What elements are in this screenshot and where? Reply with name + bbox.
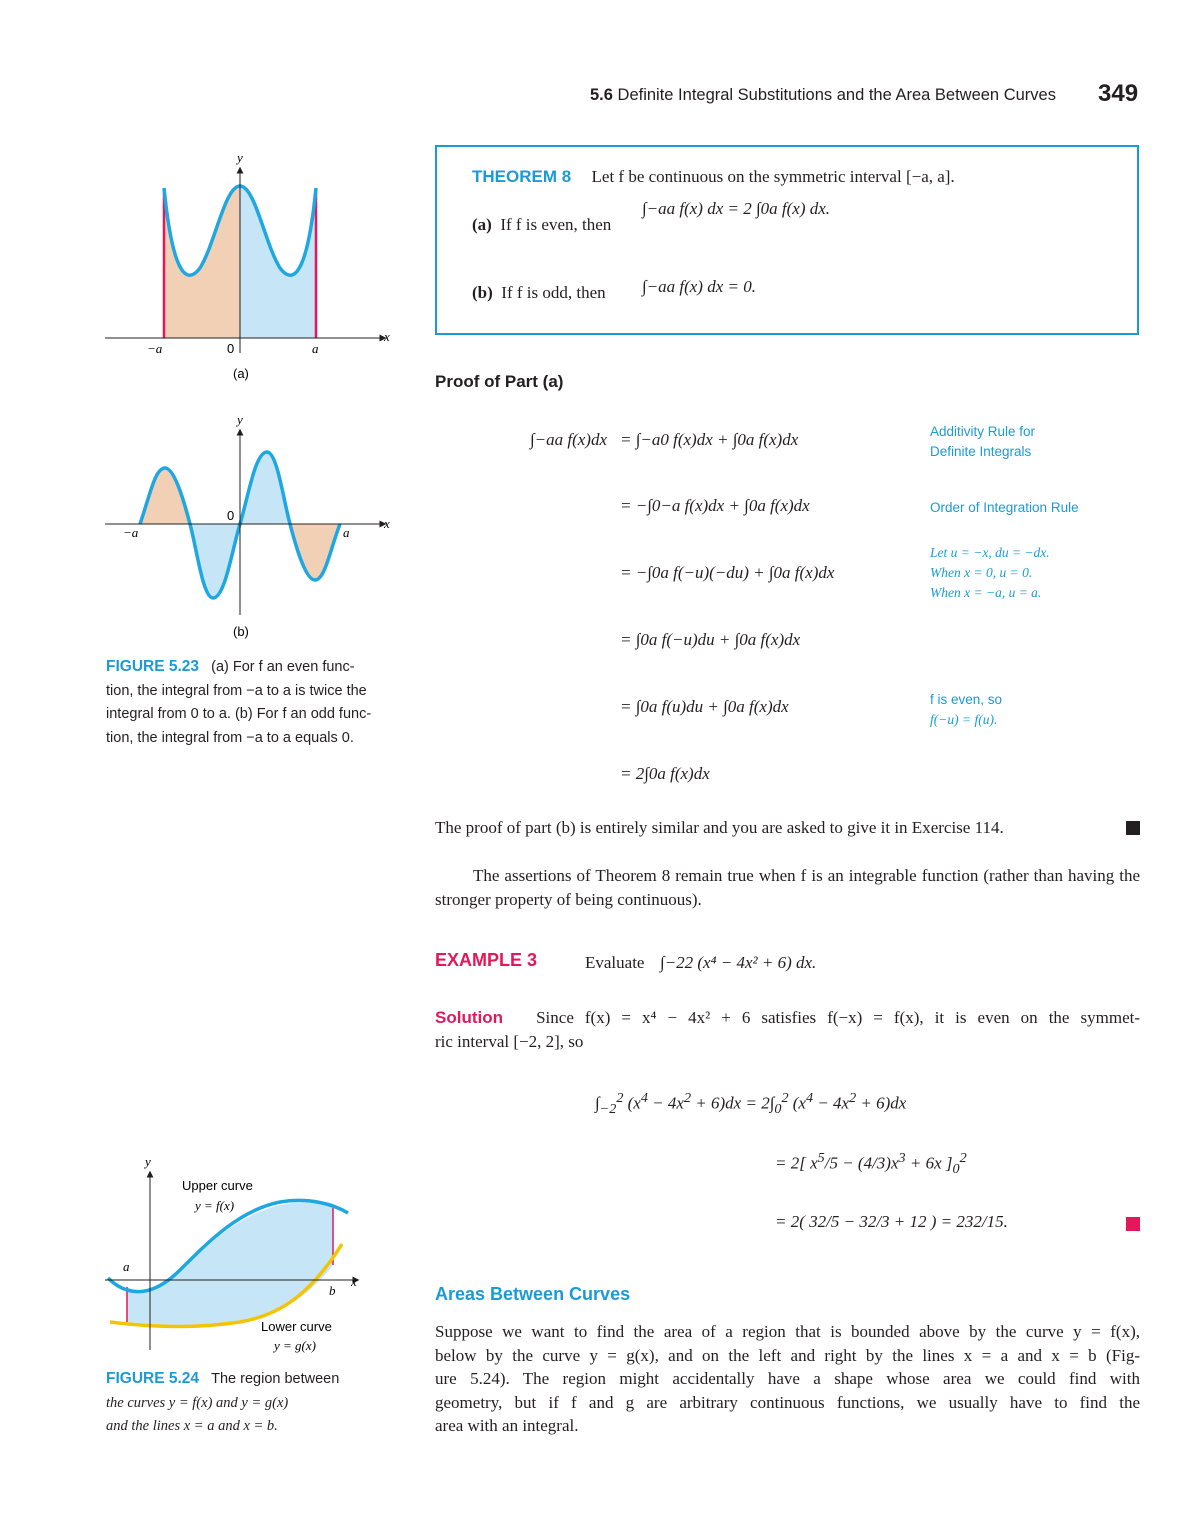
tick-neg-a: −a xyxy=(123,525,139,540)
caption-line: tion, the integral from −a to a is twice the xyxy=(106,682,367,699)
y-axis-label: y xyxy=(145,1154,151,1169)
lower-formula: y = g(x) xyxy=(274,1338,316,1353)
caption-line: integral from 0 to a. (b) For f an odd func- xyxy=(106,706,372,722)
tick-zero: 0 xyxy=(227,341,235,356)
note-order: Order of Integration Rule xyxy=(930,500,1079,515)
part-label: (a) xyxy=(472,215,492,234)
tick-a: a xyxy=(343,525,350,540)
b-label: b xyxy=(329,1283,336,1298)
theorem-statement: Let f be continuous on the symmetric interval [−a, a]. xyxy=(591,167,955,186)
proof-step-3: = −∫0a f(−u)(−du) + ∫0a f(x)dx xyxy=(620,563,835,582)
proof-conclusion: The proof of part (b) is entirely similar and you are asked to give it in Exercise 114. xyxy=(435,818,1004,837)
panel-label: (a) xyxy=(233,366,249,381)
y-axis-label: y xyxy=(237,150,243,165)
example-prompt: Evaluate xyxy=(585,953,645,972)
caption-line: tion, the integral from −a to a equals 0. xyxy=(106,729,354,746)
theorem-part-a xyxy=(472,215,611,235)
proof-step-1: = ∫−a0 f(x)dx + ∫0a f(x)dx xyxy=(620,430,799,449)
solution-line: Since f(x) = x⁴ − 4x² + 6 satisfies f(−x) = f(x), it is even on the symmet- xyxy=(536,1008,1140,1027)
part-text: If f is even, then xyxy=(500,215,612,234)
y-axis-label: y xyxy=(237,412,243,427)
paragraph-line: Suppose we want to find the area of a region that is bounded above by the curve y = f(x), xyxy=(435,1322,1140,1341)
lower-label: Lower curve xyxy=(261,1319,332,1334)
theorem-formula-a: ∫−aa f(x) dx = 2 ∫0a f(x) dx. xyxy=(642,199,831,218)
figure-5-23b xyxy=(100,410,400,650)
paragraph-line: area with an integral. xyxy=(435,1416,579,1435)
x-axis-label: x xyxy=(384,516,390,531)
theorem-part-b xyxy=(472,283,606,303)
qed-box-icon xyxy=(1126,821,1140,835)
panel-label: (b) xyxy=(233,624,249,639)
part-text: If f is odd, then xyxy=(501,283,606,302)
note-additivity: Additivity Rule for Definite Integrals xyxy=(930,424,1036,459)
paragraph-line: geometry, but if f and g are arbitrary continuous functions, we usually have to find the xyxy=(435,1392,1140,1412)
section-heading: Areas Between Curves xyxy=(435,1284,631,1304)
example-label: EXAMPLE 3 xyxy=(435,950,538,970)
paragraph-line: below by the curve y = g(x), and on the left and right by the lines x = a and x = b (Fig- xyxy=(435,1345,1140,1365)
caption-line: and the lines x = a and x = b. xyxy=(106,1418,278,1434)
theorem-formula-b: ∫−aa f(x) dx = 0. xyxy=(642,277,756,296)
figure-5-23-caption xyxy=(106,655,406,750)
upper-label: Upper curve xyxy=(182,1178,253,1193)
tick-a: a xyxy=(312,341,319,356)
upper-formula: y = f(x) xyxy=(195,1198,235,1213)
note-even: f is even, so f(−u) = f(u). xyxy=(930,692,1003,727)
areas-paragraph xyxy=(435,1320,1140,1438)
part-label: (b) xyxy=(472,283,493,302)
page-number: 349 xyxy=(1098,80,1139,107)
proof-step-1-lhs: ∫−aa f(x)dx xyxy=(530,430,608,449)
proof-step-5: = ∫0a f(u)du + ∫0a f(x)dx xyxy=(620,697,789,716)
example-step-3: = 2( 32/5 − 32/3 + 12 ) = 232/15. xyxy=(775,1212,1008,1231)
caption-line: The region between xyxy=(211,1371,340,1387)
x-axis-label: x xyxy=(384,329,390,344)
proof-step-2: = −∫0−a f(x)dx + ∫0a f(x)dx xyxy=(620,496,810,515)
note-substitution: Let u = −x, du = −dx. When x = 0, u = 0. When x = −a, u = a. xyxy=(930,545,1050,600)
x-axis-label: x xyxy=(351,1274,357,1289)
solution-label: Solution xyxy=(435,1008,503,1027)
theorem-header xyxy=(472,167,955,187)
tick-neg-a: −a xyxy=(147,341,163,356)
proof-step-6: = 2∫0a f(x)dx xyxy=(620,764,710,783)
caption-line: (a) For f an even func- xyxy=(211,659,355,675)
example-solution xyxy=(435,1006,1140,1053)
example-formula: ∫−22 (x⁴ − 4x² + 6) dx. xyxy=(660,953,817,972)
section-title: Definite Integral Substitutions and the Area Between Curves xyxy=(617,86,1056,104)
proof-heading: Proof of Part (a) xyxy=(435,372,564,391)
figure-5-24 xyxy=(100,1150,380,1360)
figure-5-24-caption xyxy=(106,1367,406,1439)
theorem-label: THEOREM 8 xyxy=(472,167,572,186)
proof-step-4: = ∫0a f(−u)du + ∫0a f(x)dx xyxy=(620,630,801,649)
figure-label: FIGURE 5.24 xyxy=(106,1370,200,1387)
end-example-icon xyxy=(1126,1217,1140,1231)
a-label: a xyxy=(123,1259,130,1274)
example-step-2: = 2[ $x^5/5 - (4/3)x^3 + 6x$ ]$_0^2$ xyxy=(775,1150,967,1178)
caption-line: the curves y = f(x) and y = g(x) xyxy=(106,1394,289,1411)
example-step-1: $\int_{-2}^2$ $(x^4 - 4x^2 + 6)dx = 2\int_0^2$ $(x^4 - 4x^2 + 6)dx$ xyxy=(595,1090,907,1118)
section-number: 5.6 xyxy=(590,86,613,104)
running-head xyxy=(590,86,1056,105)
paragraph-line: ure 5.24). The region might accidentally have a shape whose area we could find with xyxy=(435,1369,1140,1388)
region-between xyxy=(127,1202,333,1325)
figure-5-23a xyxy=(100,148,400,388)
theorem-box xyxy=(435,145,1139,335)
solution-line: ric interval [−2, 2], so xyxy=(435,1031,584,1051)
tick-zero: 0 xyxy=(227,508,235,523)
figure-label: FIGURE 5.23 xyxy=(106,658,200,675)
theorem-remark: The assertions of Theorem 8 remain true when f is an integrable function (rather than having the stronger property of being continuous). xyxy=(435,866,1140,909)
